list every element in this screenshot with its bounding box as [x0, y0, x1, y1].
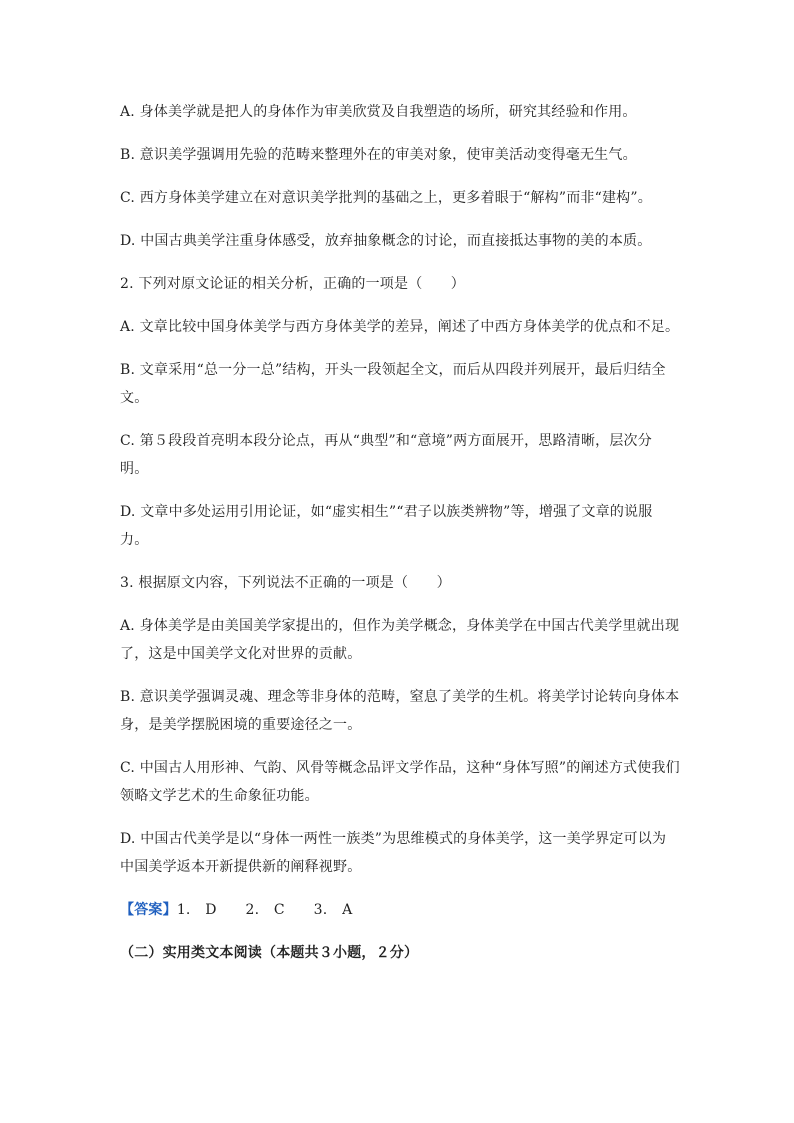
- answer-text: 1. D 2. C 3. A: [176, 902, 353, 918]
- section-title: （二）实用类文本阅读（本题共３小题，２分）: [120, 945, 419, 961]
- q2-stem: 2. 下列对原文论证的相关分析，正确的一项是（ ）: [120, 276, 466, 292]
- question-content: [120, 98, 680, 967]
- q3-option-d: D. 中国古代美学是以“身体一两性一族类”为思维模式的身体美学，这一美学界定可以为中国美学返本开新提供新的阐释视野。: [120, 831, 667, 875]
- q2-option-a: A. 文章比较中国身体美学与西方身体美学的差异，阐述了中西方身体美学的优点和不足。: [120, 319, 680, 335]
- q1-option-a: A. 身体美学就是把人的身体作为审美欣赏及自我塑造的场所，研究其经验和作用。: [120, 104, 637, 120]
- q2-option-c: C. 第５段段首亮明本段分论点，再从“典型”和“意境”两方面展开，思路清晰，层次分明。: [120, 433, 652, 477]
- q1-option-c: C. 西方身体美学建立在对意识美学批判的基础之上，更多着眼于“解构”而非“建构”。: [120, 190, 652, 206]
- answer-line: [120, 896, 680, 924]
- q1-option-d: D. 中国古典美学注重身体感受，放弃抽象概念的讨论，而直接抵达事物的美的本质。: [120, 233, 652, 249]
- q2-option-d: D. 文章中多处运用引用论证，如“虚实相生”“君子以族类辨物”等，增强了文章的说服力。: [120, 504, 653, 548]
- q3-stem: 3. 根据原文内容，下列说法不正确的一项是（ ）: [120, 575, 451, 591]
- q3-option-c: C. 中国古人用形神、气韵、风骨等概念品评文学作品，这种“身体写照”的阐述方式使我们领略文学艺术的生命象征功能。: [120, 760, 680, 804]
- q2-option-b: B. 文章采用“总一分一总”结构，开头一段领起全文，而后从四段并列展开，最后归结全文。: [120, 362, 666, 406]
- q3-option-b: B. 意识美学强调灵魂、理念等非身体的范畴，窒息了美学的生机。将美学讨论转向身体本身，是美学摆脱困境的重要途径之一。: [120, 689, 680, 733]
- q1-option-b: B. 意识美学强调用先验的范畴来整理外在的审美对象，使审美活动变得毫无生气。: [120, 147, 637, 163]
- q3-option-a: A. 身体美学是由美国美学家提出的，但作为美学概念，身体美学在中国古代美学里就出现了，这是中国美学文化对世界的贡献。: [120, 618, 680, 662]
- answer-label: 【答案】: [120, 902, 177, 918]
